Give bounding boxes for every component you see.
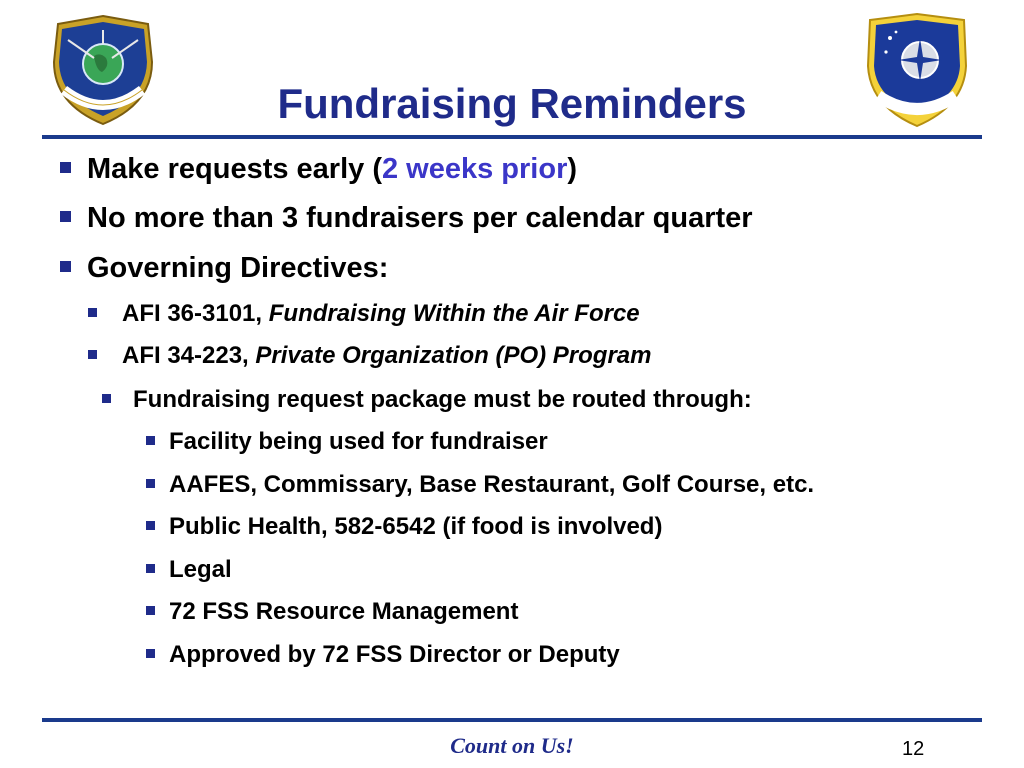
square-bullet-icon — [88, 350, 97, 359]
sub-bullet-afi-36-3101: AFI 36-3101, Fundraising Within the Air Force — [88, 300, 640, 328]
square-bullet-icon — [146, 521, 155, 530]
slide-title: Fundraising Reminders — [277, 80, 747, 128]
header-rule — [42, 135, 982, 139]
route-item-legal: Legal — [146, 556, 232, 584]
square-bullet-icon — [146, 649, 155, 658]
route-item-resource-management: 72 FSS Resource Management — [146, 598, 518, 626]
two-weeks-prior-highlight: 2 weeks prior — [381, 153, 568, 185]
square-bullet-icon — [146, 479, 155, 488]
route-item-facility: Facility being used for fundraiser — [146, 428, 548, 456]
square-bullet-icon — [88, 308, 97, 317]
square-bullet-icon — [146, 436, 155, 445]
page-number: 12 — [902, 738, 925, 760]
square-bullet-icon — [60, 162, 71, 173]
square-bullet-icon — [102, 394, 111, 403]
route-item-approval: Approved by 72 FSS Director or Deputy — [146, 641, 620, 669]
bullet-requests-early: Make requests early (2 weeks prior) — [60, 153, 577, 186]
square-bullet-icon — [60, 261, 71, 272]
footer-rule — [42, 718, 982, 722]
bullet-governing-directives: Governing Directives: — [60, 252, 388, 285]
square-bullet-icon — [146, 564, 155, 573]
sub-bullet-routing: Fundraising request package must be routed through: — [102, 386, 752, 414]
route-item-public-health: Public Health, 582-6542 (if food is involved) — [146, 513, 662, 541]
72nd-air-base-wing-shield-icon — [860, 10, 974, 130]
sub-bullet-afi-34-223: AFI 34-223, Private Organization (PO) Program — [88, 342, 652, 370]
bullet-fundraiser-limit: No more than 3 fundraisers per calendar quarter — [60, 202, 753, 235]
route-item-aafes: AAFES, Commissary, Base Restaurant, Golf Course, etc. — [146, 471, 814, 499]
square-bullet-icon — [146, 606, 155, 615]
square-bullet-icon — [60, 211, 71, 222]
footer-slogan: Count on Us! — [450, 733, 574, 758]
